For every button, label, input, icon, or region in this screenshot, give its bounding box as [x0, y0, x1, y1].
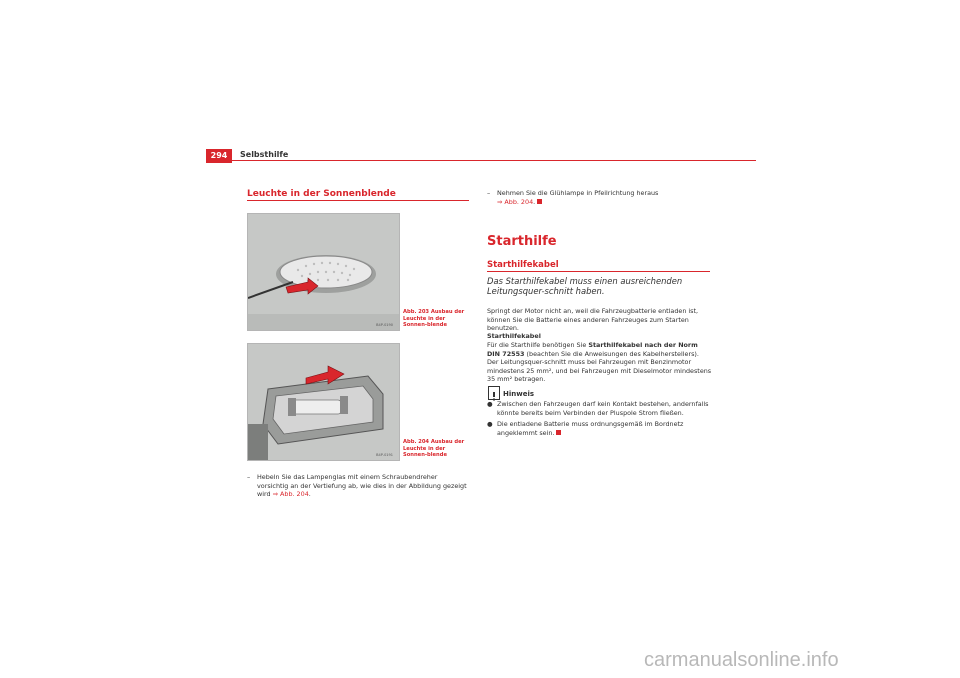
left-step [257, 473, 469, 499]
norm-reference: Starthilfekabel nach der Norm DIN 72553 [487, 341, 698, 358]
figure-203 [247, 213, 400, 331]
step-dash: – [247, 473, 251, 481]
note-bullet-2-text: Die entladene Batterie muss ordnungsgemäß im Bordnetz angeklemmt sein. [497, 420, 684, 437]
figure-reference-link[interactable]: ⇒ Abb. 204 [497, 197, 534, 206]
paragraph-2 [487, 341, 712, 384]
step-text: Nehmen Sie die Glühlampe in Pfeilrichtung heraus [497, 189, 659, 197]
step-end: . [308, 490, 311, 499]
page-number: 294 [206, 149, 232, 163]
chapter-title: Starthilfe [487, 234, 557, 249]
bullet-icon: ● [487, 400, 493, 408]
figure-204 [247, 343, 400, 461]
figure-203-caption: Abb. 203 Ausbau der Leuchte in der Sonnen-blende [403, 309, 465, 328]
note-bullet-2 [497, 420, 712, 437]
figure-reference-link[interactable]: ⇒ Abb. 204 [272, 490, 309, 499]
figure-204-caption: Abb. 204 Ausbau der Leuchte in der Sonnen-blende [403, 439, 465, 458]
section-rule [247, 200, 469, 201]
bulb-removal-illustration [248, 344, 399, 460]
step-end: . [533, 197, 536, 206]
end-of-section-mark [556, 430, 561, 435]
sub-title-rule [487, 271, 710, 272]
figure-code: B4P-0190 [376, 323, 393, 327]
header-rule [206, 160, 756, 161]
sub-title: Starthilfekabel [487, 260, 559, 270]
sunvisor-lamp-illustration [248, 214, 399, 330]
figure-code: B4P-0191 [376, 453, 393, 457]
step-dash: – [487, 189, 491, 197]
intro-statement: Das Starthilfekabel muss einen ausreichenden Leitungsquer-schnitt haben. [487, 276, 683, 296]
running-head: Selbsthilfe [240, 150, 289, 159]
watermark: carmanualsonline.info [644, 649, 839, 671]
step-text: Hebeln Sie das Lampenglas mit einem Schraubendreher vorsichtig an der Vertiefung ab, wie dies in der Abbildung gezeigt wird [257, 473, 467, 499]
paragraph-2-rest: (beachten Sie die Anweisungen des Kabelherstellers). Der Leitungsquer-schnitt muss bei Fahrzeugen mit Benzinmotor mindestens 25 mm², und bei Fahrzeugen mit Dieselmotor mindestens 35 mm² betragen. [487, 349, 712, 384]
section-title: Leuchte in der Sonnenblende [247, 189, 396, 199]
note-bullet-1: Zwischen den Fahrzeugen darf kein Kontakt bestehen, andernfalls könnte bereits beim Verbinden der Pluspole Strom fließen. [497, 400, 709, 417]
note-title: Hinweis [503, 390, 535, 398]
paragraph-2-heading: Starthilfekabel [487, 332, 541, 340]
right-step [497, 189, 712, 206]
bullet-icon: ● [487, 420, 493, 428]
end-of-section-mark [537, 199, 542, 204]
paragraph-2-start: Für die Starthilfe benötigen Sie [487, 341, 587, 349]
note-icon [488, 386, 500, 400]
paragraph-1: Springt der Motor nicht an, weil die Fahrzeugbatterie entladen ist, können Sie die Batterie eines anderen Fahrzeuges zum Starten benutzen. [487, 307, 699, 333]
